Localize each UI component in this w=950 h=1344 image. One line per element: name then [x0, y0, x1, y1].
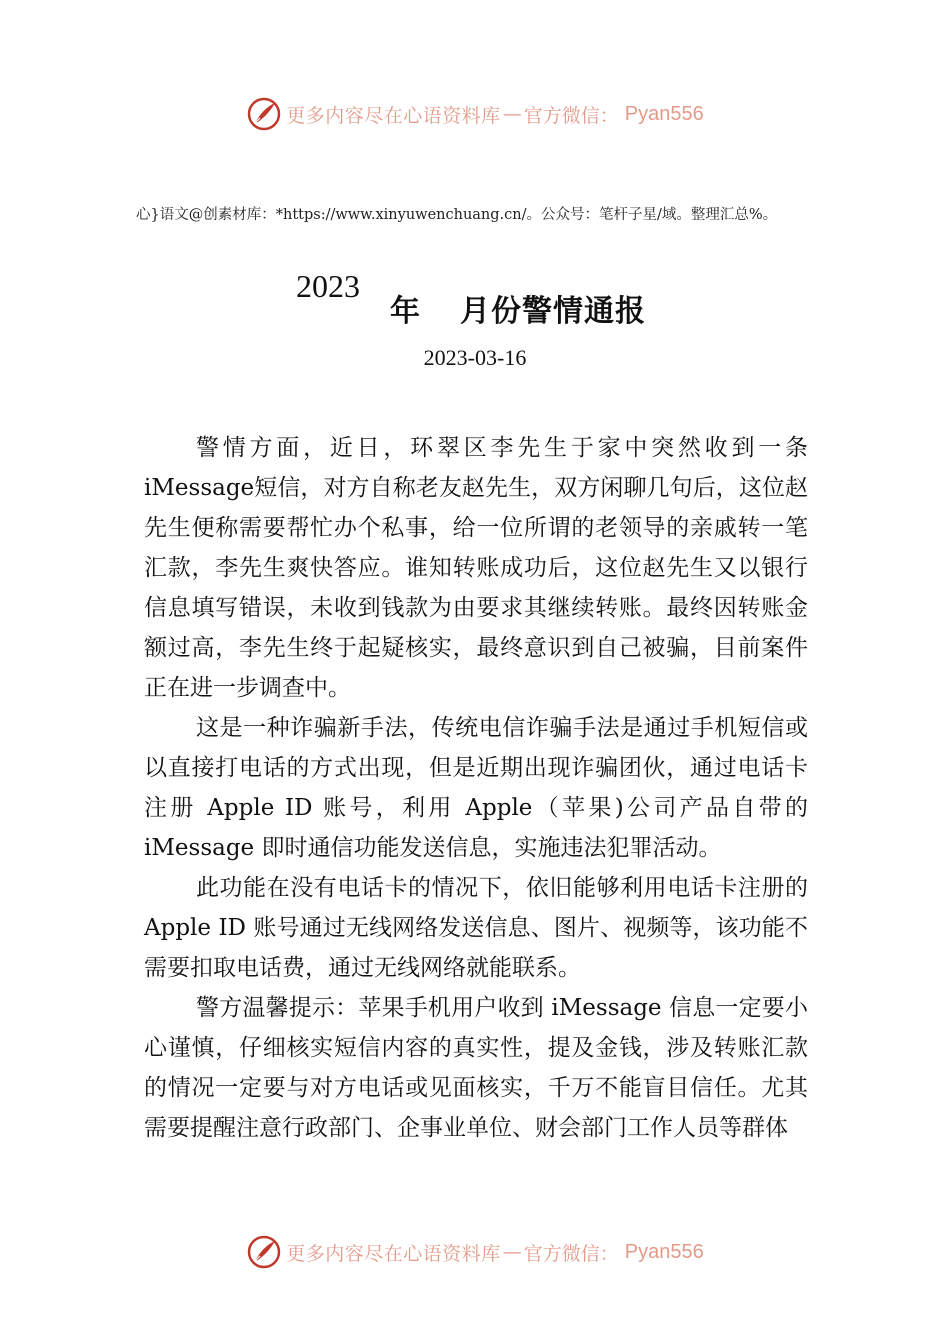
article-body — [144, 428, 808, 1148]
header-banner — [0, 94, 950, 134]
source-line: 心}语文@创素材库：*https://www.xinyuwenchuang.cn/。公众号：笔杆子星/域。整理汇总%。 — [136, 207, 778, 223]
paragraph: 此功能在没有电话卡的情况下，依旧能够利用电话卡注册的 Apple ID 账号通过无线网络发送信息、图片、视频等，该功能不需要扣取电话费，通过无线网络就能联系。 — [144, 875, 808, 981]
banner-wechat-id: Pyan556 — [624, 102, 704, 125]
banner-separator: — — [502, 1241, 522, 1263]
page-title — [0, 268, 950, 328]
paragraph: 警方温馨提示：苹果手机用户收到 iMessage 信息一定要小心谨慎，仔细核实短信内容的真实性，提及金钱，涉及转账汇款的情况一定要与对方电话或见面核实，千万不能盲目信任。尤其需要提醒注意行政部门、企事业单位、财会部门工作人员等群体 — [144, 995, 808, 1141]
title-text: 月份警情通报 — [460, 294, 646, 329]
publish-date: 2023-03-16 — [423, 345, 527, 370]
banner-site-text: 更多内容尽在心语资料库 — [286, 1242, 501, 1265]
banner-separator: — — [502, 103, 522, 125]
quill-logo-icon — [246, 1234, 282, 1270]
banner-wechat-label: 官方微信： — [523, 1242, 619, 1265]
banner-wechat-id: Pyan556 — [624, 1240, 704, 1263]
paragraph: 警情方面，近日，环翠区李先生于家中突然收到一条iMessage短信，对方自称老友赵先生，双方闲聊几句后，这位赵先生便称需要帮忙办个私事，给一位所谓的老领导的亲戚转一笔汇款，李先生爽快答应。谁知转账成功后，这位赵先生又以银行信息填写错误，未收到钱款为由要求其继续转账。最终因转账金额过高，李先生终于起疑核实，最终意识到自己被骗，目前案件正在进一步调查中。 — [144, 435, 808, 701]
title-nian: 年 — [390, 294, 420, 329]
banner-site-text: 更多内容尽在心语资料库 — [286, 104, 501, 127]
title-year: 2023 — [296, 268, 360, 304]
footer-banner — [0, 1232, 950, 1272]
paragraph: 这是一种诈骗新手法，传统电信诈骗手法是通过手机短信或以直接打电话的方式出现，但是近期出现诈骗团伙，通过电话卡注册 Apple ID 账号，利用 Apple（苹果)公司产品自带的 iMessage 即时通信功能发送信息，实施违法犯罪活动。 — [144, 715, 808, 861]
quill-logo-icon — [246, 96, 282, 132]
banner-wechat-label: 官方微信： — [523, 104, 619, 127]
